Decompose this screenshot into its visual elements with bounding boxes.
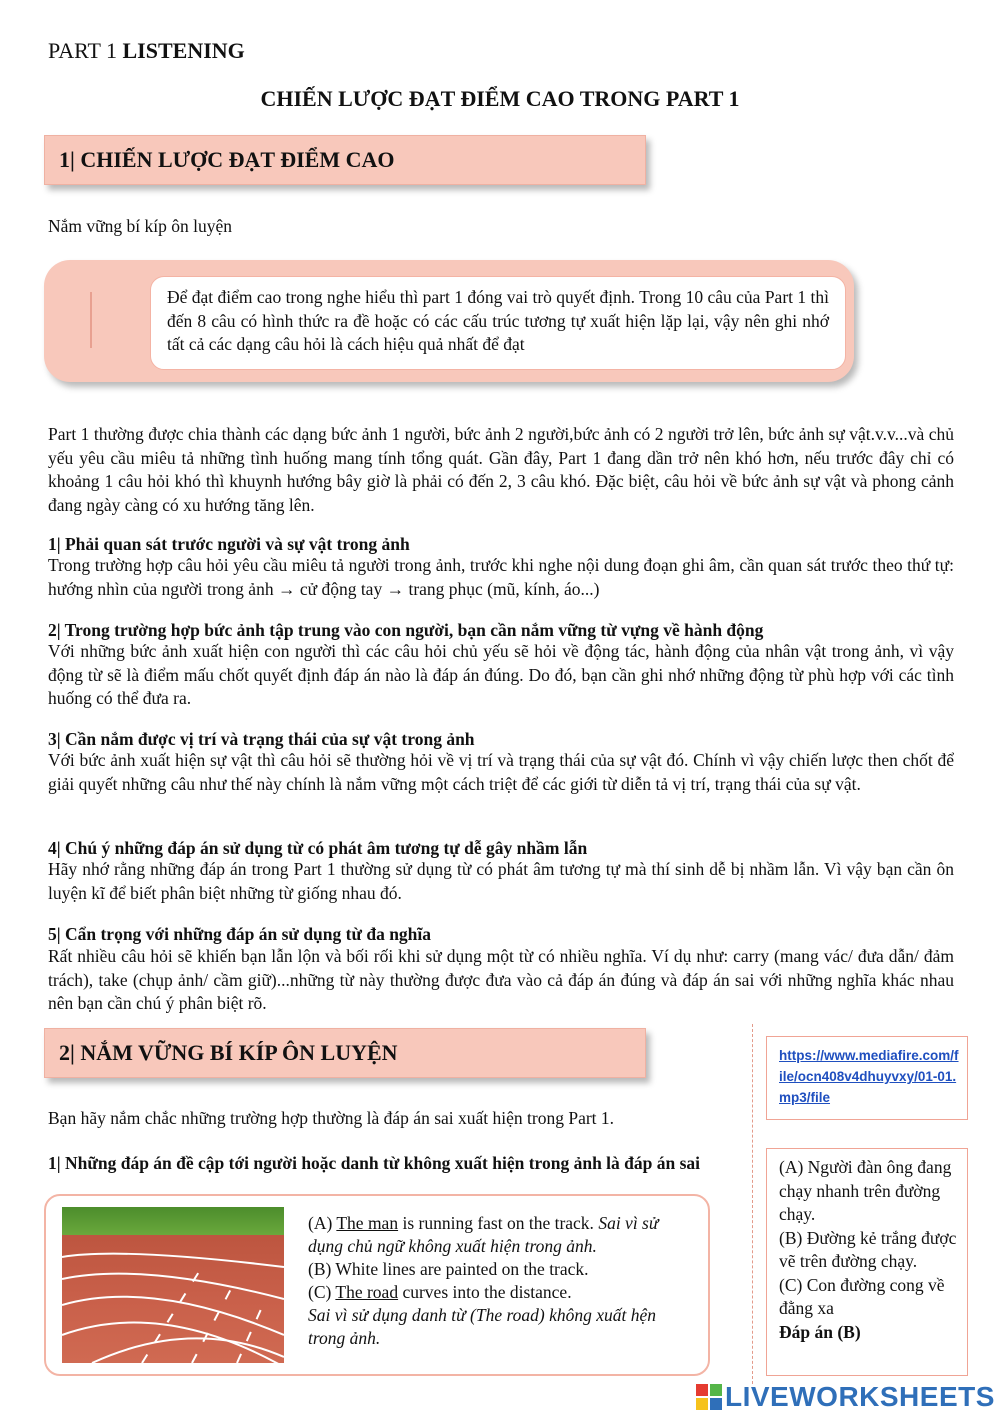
logo-blue: [710, 1398, 722, 1410]
answer-c-rest: curves into the distance.: [398, 1282, 572, 1302]
logo-yellow: [696, 1398, 708, 1410]
section-1-intro: Nắm vững bí kíp ôn luyện: [48, 216, 232, 236]
translation-c: (C) Con đường cong về đằng xa: [779, 1274, 945, 1318]
answer-a-subject: The man: [336, 1213, 399, 1233]
answer-c: [308, 1281, 692, 1304]
strategy-text-4: Hãy nhớ rằng những đáp án trong Part 1 thường sử dụng từ có phát âm tương tự mà thí sinh dễ bị nhầm lẫn. Vì vậy bạn cần ôn luyện kĩ để biết phân biệt những từ giống nhau đó.: [48, 859, 954, 903]
liveworksheets-logo-icon: [696, 1384, 722, 1410]
callout-marker: [90, 292, 92, 348]
strategy-heading-3: 3| Cần nắm được vị trí và trạng thái của sự vật trong ảnh: [48, 729, 475, 749]
answer-a-label: (A): [308, 1213, 337, 1233]
strategy-heading-2: 2| Trong trường hợp bức ảnh tập trung vào con người, bạn cần nắm vững từ vựng về hành động: [48, 620, 764, 640]
column-divider: [752, 1024, 753, 1384]
correct-answer: Đáp án (B): [779, 1321, 861, 1342]
brand-name: LIVEWORKSHEETS: [725, 1381, 995, 1412]
translation-a: (A) Người đàn ông đang chạy nhanh trên đường chạy.: [779, 1157, 952, 1224]
example-answers: [308, 1212, 692, 1350]
liveworksheets-brand: [696, 1381, 995, 1413]
callout-text: Để đạt điểm cao trong nghe hiểu thì part 1 đóng vai trò quyết định. Trong 10 câu của Part 1 thì đến 8 câu có hình thức ra đề hoặc có các cấu trúc tương tự xuất hiện lặp lại, vậy nên ghi nhớ tất cả các dạng câu hỏi là cách hiệu quả nhất để đạt: [150, 276, 846, 370]
answer-c-label: (C): [308, 1282, 336, 1302]
track-lines: [62, 1207, 284, 1363]
answer-b: (B) White lines are painted on the track.: [308, 1259, 589, 1279]
strategy-text-5: Rất nhiều câu hỏi sẽ khiến bạn lẫn lộn và bối rối khi sử dụng một từ có nhiều nghĩa. Ví dụ như: carry (mang vác/ đưa dẫn/ đảm trách), take (chụp ảnh/ cầm giữ)...những từ này thường được đưa vào cả đáp án đúng và đáp án sai với những nghĩa khác nhau nên bạn cần chú ý phân biệt rõ.: [48, 946, 954, 1013]
strategy-heading-5: 5| Cẩn trọng với những đáp án sử dụng từ đa nghĩa: [48, 924, 432, 944]
answer-a-rest: is running fast on the track.: [398, 1213, 599, 1233]
audio-link[interactable]: https://www.mediafire.com/file/ocn408v4dhuyvxy/01-01.mp3/file: [766, 1036, 968, 1120]
part-name: LISTENING: [122, 38, 245, 63]
strategy-heading-1: 1| Phải quan sát trước người và sự vật trong ảnh: [48, 534, 410, 554]
logo-red: [696, 1384, 708, 1396]
answer-c-subject: The road: [335, 1282, 399, 1302]
main-paragraph: Part 1 thường được chia thành các dạng bức ảnh 1 người, bức ảnh 2 người,bức ảnh có 2 người trở lên, bức ảnh sự vật.v.v...và chủ yếu yêu cầu miêu tả những tình huống mang tính tổng quát. Gần đây, Part 1 đang dần trở nên khó hơn, nếu trước đây chỉ có khoảng 1 câu hỏi khó thì khuynh hướng bây giờ là phải có đến 2, 3 câu khó. Đặc biệt, câu hỏi về bức ảnh sự vật và phong cảnh đang ngày càng có xu hướng tăng lên.: [48, 424, 954, 515]
translation-box: [766, 1148, 968, 1376]
section-1-header: 1| CHIẾN LƯỢC ĐẠT ĐIỂM CAO: [44, 135, 646, 185]
answer-c-note-line: [308, 1304, 692, 1350]
strategy-text-3: Với bức ảnh xuất hiện sự vật thì câu hỏi sẽ thường hỏi về vị trí và trạng thái của sự vật đó. Chính vì vậy chiến lược then chốt để giải quyết những câu như thế này chính là nắm vững một cách triệt để các giới từ diễn tả vị trí, trạng thái của sự vật.: [48, 750, 954, 794]
part-title: [48, 38, 245, 64]
strategy-text-1: Trong trường hợp câu hỏi yêu cầu miêu tả người trong ảnh, trước khi nghe nội dung đoạn ghi âm, cần quan sát trước theo thứ tự: hướng nhìn của người trong ảnh → cử động tay → trang phục (mũ, kính, áo...): [48, 555, 954, 599]
translation-answer: [779, 1321, 961, 1345]
section-2-header: 2| NẮM VỮNG BÍ KÍP ÔN LUYỆN: [44, 1028, 646, 1078]
strategy-text-2: Với những bức ảnh xuất hiện con người thì các câu hỏi chủ yếu sẽ hỏi về động tác, hành động của nhân vật trong ảnh, vì vậy động từ sẽ là điểm mấu chốt quyết định đáp án nào là đáp án đúng. Do đó, bạn cần ghi nhớ những động từ phù hợp với các tình huống có thể đưa ra.: [48, 641, 954, 708]
section-2-subheading: 1| Những đáp án đề cập tới người hoặc danh từ không xuất hiện trong ảnh là đáp án sai: [48, 1153, 701, 1173]
answer-a: [308, 1212, 692, 1258]
running-track-photo: [62, 1207, 284, 1363]
translation-b: (B) Đường kẻ trắng được vẽ trên đường chạy.: [779, 1227, 957, 1271]
part-prefix: PART 1: [48, 38, 117, 63]
section-2-intro: Bạn hãy nắm chắc những trường hợp thường là đáp án sai xuất hiện trong Part 1.: [48, 1108, 615, 1128]
answer-c-note: Sai vì sử dụng danh từ (The road) không xuất hện trong ảnh.: [308, 1305, 656, 1348]
main-title: CHIẾN LƯỢC ĐẠT ĐIỂM CAO TRONG PART 1: [260, 86, 740, 111]
strategy-heading-4: 4| Chú ý những đáp án sử dụng từ có phát âm tương tự dễ gây nhầm lẫn: [48, 838, 588, 858]
logo-green: [710, 1384, 722, 1396]
answer-a-note: Sai vì sử dụng chủ ngữ không xuất hiện trong ảnh.: [308, 1213, 659, 1256]
